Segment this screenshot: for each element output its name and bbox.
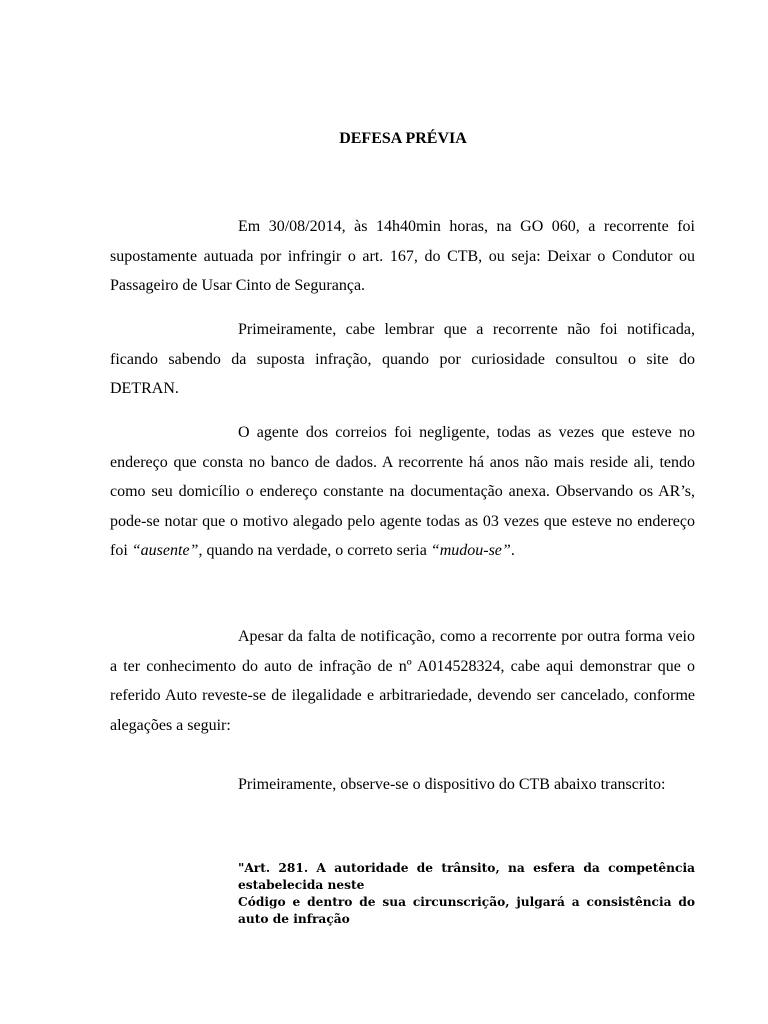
paragraph-ctb-intro: Primeiramente, observe-se o dispositivo do CTB abaixo transcrito: (238, 776, 666, 793)
ctb-article-quote (238, 860, 695, 928)
paragraph-postal-agent-text-1: O agente dos correios foi negligente, todas as vezes que esteve no endereço que consta no banco de dados. A recorrente há anos não mais reside ali, tendo como seu domicílio o endereço constante na documentação anexa. Observando os AR’s, pode-se notar que o motivo alegado pelo agente todas as 03 vezes que esteve no endereço foi (110, 424, 695, 559)
paragraph-postal-agent-text-3: . (510, 542, 515, 559)
paragraph-illegality: Apesar da falta de notificação, como a recorrente por outra forma veio a ter conhecimento do auto de infração de nº A014528324, cabe aqui demonstrar que o referido Auto reveste-se de ilegalidade e arbitrariedade, devendo ser cancelado, conforme alegações a seguir: (110, 628, 695, 734)
paragraph-infraction-details: Em 30/08/2014, às 14h40min horas, na GO 060, a recorrente foi supostamente autuada por infringir o art. 167, do CTB, ou seja: Deixar o Condutor ou Passageiro de Usar Cinto de Segurança. (110, 218, 695, 294)
quote-line-1: "Art. 281. A autoridade de trânsito, na esfera da competência estabelecida neste (238, 861, 695, 892)
quote-line-2: Código e dentro de sua circunscrição, julgará a consistência do auto de infração (238, 895, 695, 926)
document-title: DEFESA PRÉVIA (339, 130, 467, 147)
paragraph-postal-agent (110, 418, 695, 566)
paragraph-no-notification: Primeiramente, cabe lembrar que a recorrente não foi notificada, ficando sabendo da suposta infração, quando por curiosidade consultou o site do DETRAN. (110, 321, 695, 397)
paragraph-postal-agent-text-2: , quando na verdade, o correto seria (198, 542, 431, 559)
quoted-term-mudou-se: “mudou-se” (430, 542, 511, 559)
quoted-term-ausente: “ausente” (131, 542, 199, 559)
